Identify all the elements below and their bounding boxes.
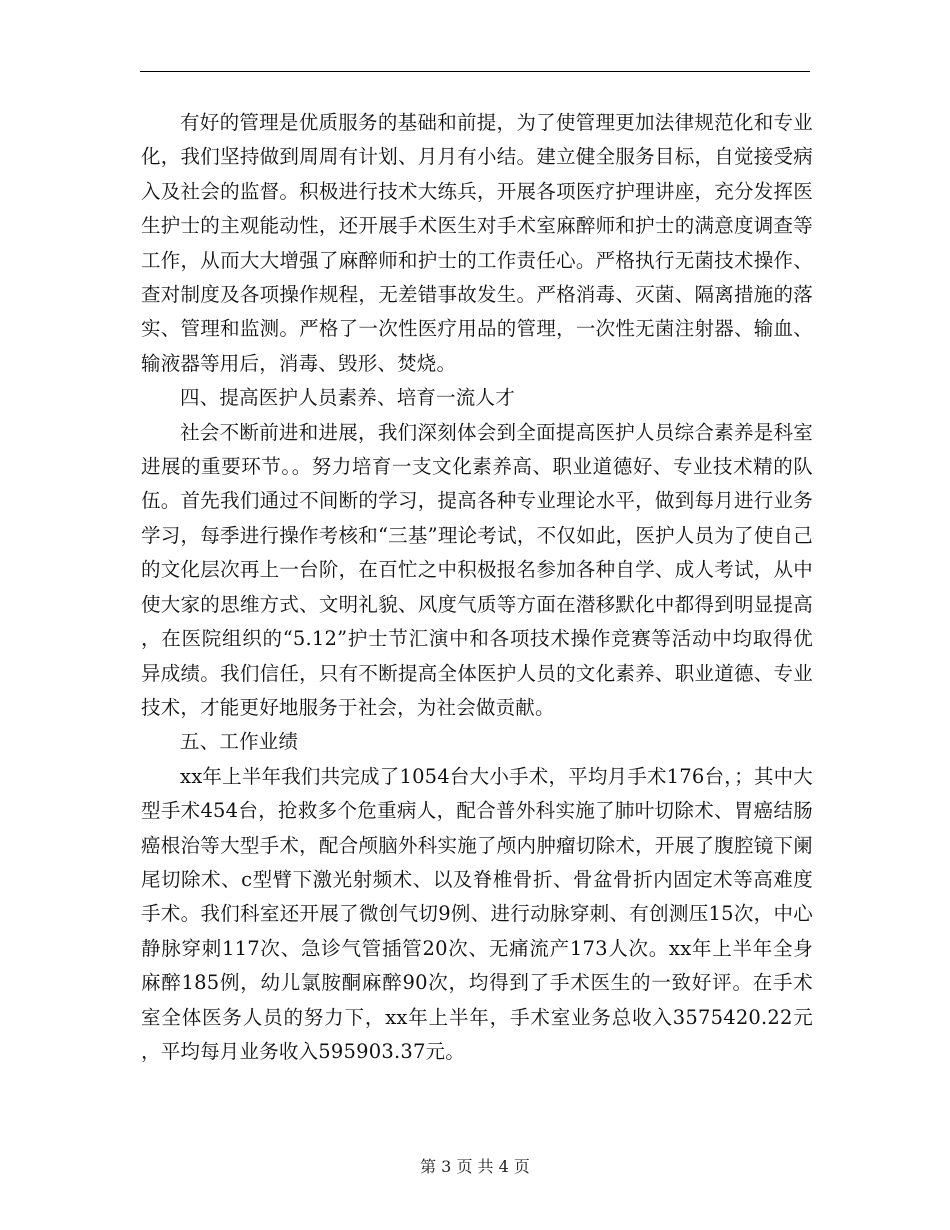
document-body	[141, 106, 813, 1069]
header-rule	[140, 71, 810, 72]
section-heading-four: 四、提高医护人员素养、培育一流人才	[180, 386, 515, 410]
page-footer	[0, 1157, 950, 1177]
paragraph-staff-quality: 社会不断前进和进展，我们深刻体会到全面提高医护人员综合素养是科室进展的重要环节。。努力培育一支文化素养高、职业道德好、专业技术精的队伍。首先我们通过不间断的学习，提高各种专业理论水平，做到每月进行业务学习，每季进行操作考核和“三基”理论考试，不仅如此，医护人员为了使自己的文化层次再上一台阶，在百忙之中积极报名参加各种自学、成人考试，从中使大家的思维方式、文明礼貌、风度气质等方面在潜移默化中都得到明显提高，在医院组织的“5.12”护士节汇演中和各项技术操作竞赛等活动中均取得优异成绩。我们信任，只有不断提高全体医护人员的文化素养、职业道德、专业技术，才能更好地服务于社会，为社会做贡献。	[141, 420, 813, 719]
page-number: 第 3 页 共 4 页	[420, 1157, 530, 1176]
section-heading-five: 五、工作业绩	[180, 730, 299, 754]
paragraph-work-results: xx年上半年我们共完成了1054台大小手术，平均月手术176台，；其中大型手术454台，抢救多个危重病人，配合普外科实施了肺叶切除术、胃癌结肠癌根治等大型手术，配合颅脑外科实施了颅内肿瘤切除术，开展了腹腔镜下阑尾切除术、c型臂下激光射频术、以及脊椎骨折、骨盆骨折内固定术等高难度手术。我们科室还开展了微创气切9例、进行动脉穿刺、有创测压15次，中心静脉穿刺117次、急诊气管插管20次、无痛流产173人次。xx年上半年全身麻醉185例，幼儿氯胺酮麻醉90次，均得到了手术医生的一致好评。在手术室全体医务人员的努力下，xx年上半年，手术室业务总收入3575420.22元，平均每月业务收入595903.37元。	[141, 764, 813, 1063]
paragraph-management: 有好的管理是优质服务的基础和前提，为了使管理更加法律规范化和专业化，我们坚持做到周周有计划、月月有小结。建立健全服务目标，自觉接受病入及社会的监督。积极进行技术大练兵，开展各项医疗护理讲座，充分发挥医生护士的主观能动性，还开展手术医生对手术室麻醉师和护士的满意度调查等工作，从而大大增强了麻醉师和护士的工作责任心。严格执行无菌技术操作、查对制度及各项操作规程，无差错事故发生。严格消毒、灭菌、隔离措施的落实、管理和监测。严格了一次性医疗用品的管理，一次性无菌注射器、输血、输液器等用后，消毒、毁形、焚烧。	[141, 111, 813, 375]
